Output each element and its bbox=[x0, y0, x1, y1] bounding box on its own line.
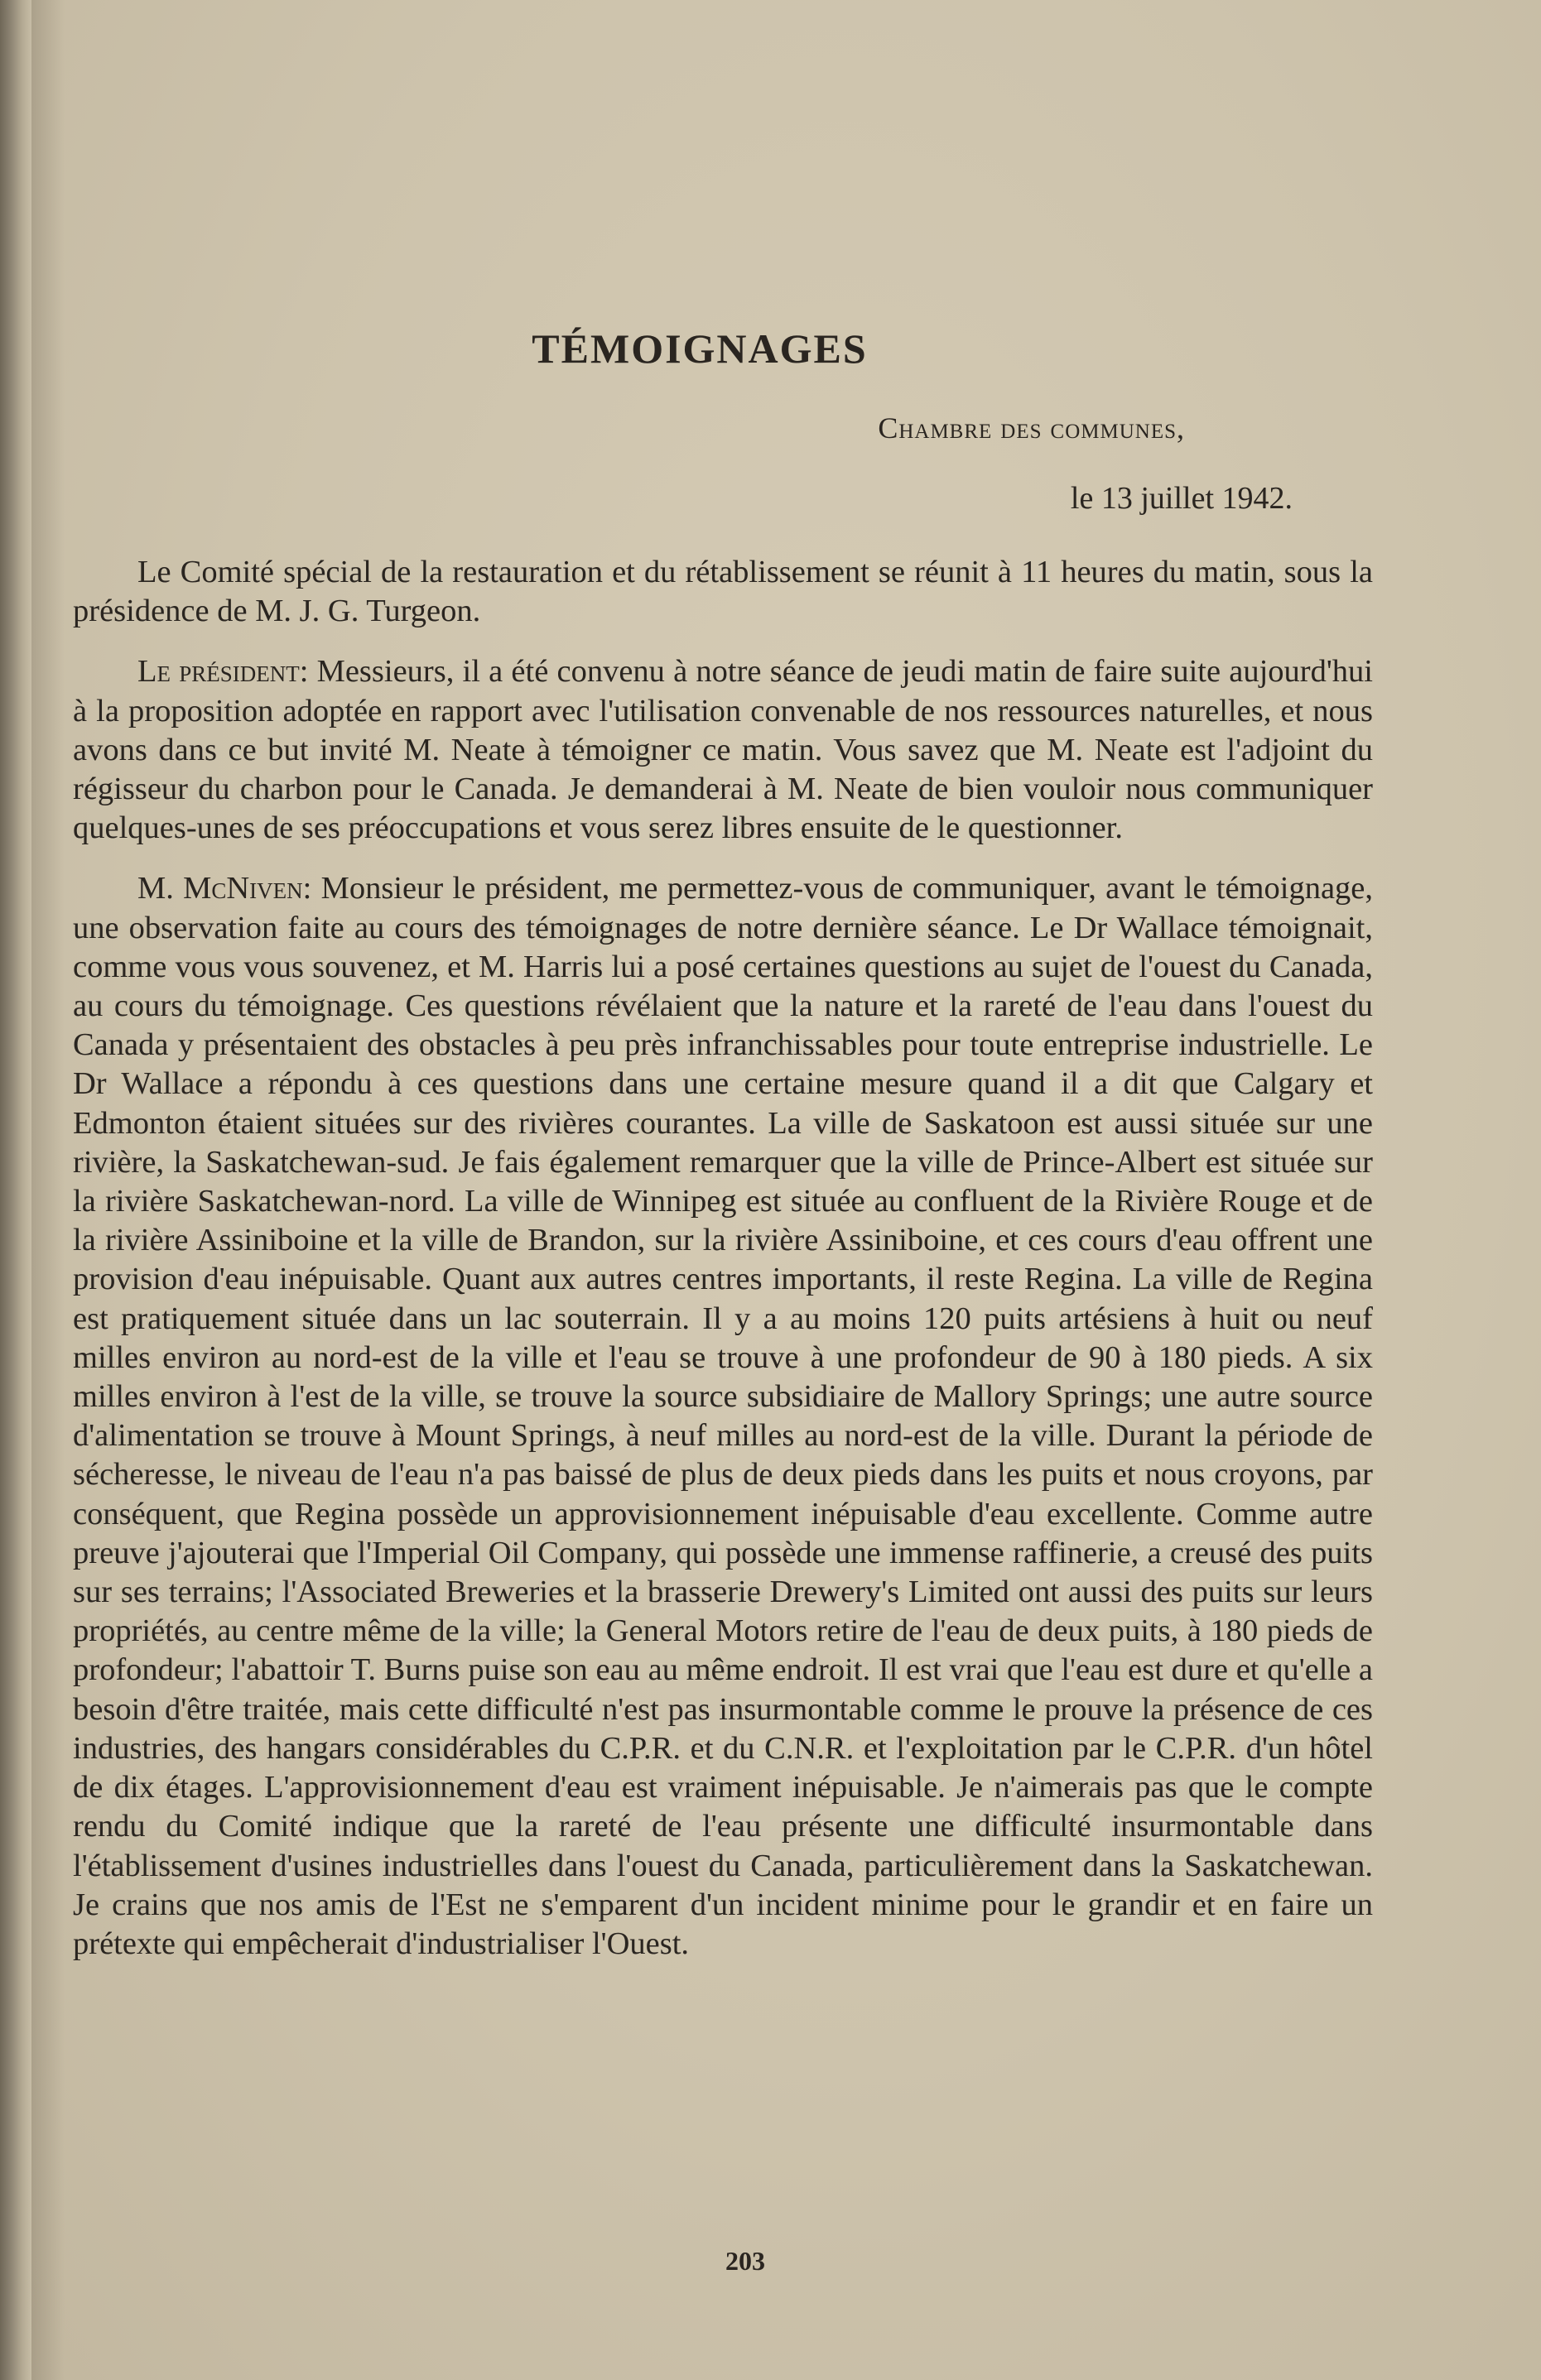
paragraph-mcniven bbox=[73, 869, 1373, 1964]
page-number: 203 bbox=[725, 2246, 765, 2276]
paragraph-text: : Messieurs, il a été convenu à notre séance de jeudi matin de faire suite aujourd'hui à la proposition adoptée en rapport avec l'utilisation convenable de nos ressources naturelles, et nous avons dans ce but invité M. Neate à témoigner ce matin. Vous savez que M. Neate est l'adjoint du régisseur du charbon pour le Canada. Je demanderai à M. Neate de bien vouloir nous communiquer quelques-unes de ses préoccupations et vous serez libres ensuite de le questionner. bbox=[73, 654, 1373, 846]
paragraph-text: : Monsieur le président, me permettez-vous de communiquer, avant le témoignage, une observation faite au cours des témoignages de notre dernière séance. Le Dr Wallace témoignait, comme vous vous souvenez, et M. Harris lui a posé certaines questions au sujet de l'ouest du Canada, au cours du témoignage. Ces questions révélaient que la nature et la rareté de l'eau dans l'ouest du Canada y présentaient des obstacles à peu près infranchissables pour toute entreprise industrielle. Le Dr Wallace a répondu à ces questions dans une certaine mesure quand il a dit que Calgary et Edmonton étaient situées sur des rivières courantes. La ville de Saskatoon est aussi située sur une rivière, la Saskatchewan-sud. Je fais également remarquer que la ville de Prince-Albert est située sur la rivière Saskatchewan-nord. La ville de Winnipeg est située au confluent de la Rivière Rouge et de la rivière Assiniboine et la ville de Brandon, sur la rivière Assiniboine, et ces cours d'eau offrent une provision d'eau inépuisable. Quant aux autres centres importants, il reste Regina. La ville de Regina est pratiquement située dans un lac souterrain. Il y a au moins 120 puits artésiens à huit ou neuf milles environ au nord-est de la ville et l'eau se trouve à une profondeur de 90 à 180 pieds. A six milles environ à l'est de la ville, se trouve la source subsidiaire de Mallory Springs; une autre source d'alimentation se trouve à Mount Springs, à neuf milles au nord-est de la ville. Durant la période de sécheresse, le niveau de l'eau n'a pas baissé de plus de deux pieds dans les puits et nous croyons, par conséquent, que Regina possède un approvisionnement inépuisable d'eau excellente. Comme autre preuve j'ajouterai que l'Imperial Oil Company, qui possède une immense raffinerie, a creusé des puits sur ses terrains; l'Associated Breweries et la brasserie Drewery's Limited ont aussi des puits sur leurs propriétés, au centre même de la ville; la General Motors retire de l'eau de deux puits, à 180 pieds de profondeur; l'abattoir T. Burns puise son eau au même endroit. Il est vrai que l'eau est dure et qu'elle a besoin d'être traitée, mais cette difficulté n'est pas insurmontable comme le prouve la présence de ces industries, des hangars considérables du C.P.R. et du C.N.R. et l'exploitation par le C.P.R. d'un hôtel de dix étages. L'approvisionnement d'eau est vraiment inépuisable. Je n'aimerais pas que le compte rendu du Comité indique que la rareté de l'eau présente une difficulté insurmontable dans l'établissement d'usines industrielles dans l'ouest du Canada, particulièrement dans la Saskatchewan. Je crains que nos amis de l'Est ne s'emparent d'un incident minime pour le grandir et en faire un prétexte qui empêcherait d'industrialiser l'Ouest. bbox=[73, 871, 1373, 1961]
page-title: TÉMOIGNAGES bbox=[532, 325, 868, 372]
speaker-name: Le président bbox=[137, 654, 300, 690]
dateline-date: le 13 juillet 1942. bbox=[1070, 481, 1293, 516]
speaker-name: M. McNiven bbox=[137, 871, 303, 906]
paragraph-president bbox=[73, 652, 1373, 848]
dateline-place: Chambre des communes, bbox=[878, 411, 1185, 445]
testimony-body bbox=[73, 553, 1373, 1985]
opening-paragraph: Le Comité spécial de la restauration et du rétablissement se réunit à 11 heures du matin, sous la présidence de M. J. G. Turgeon. bbox=[73, 555, 1373, 629]
